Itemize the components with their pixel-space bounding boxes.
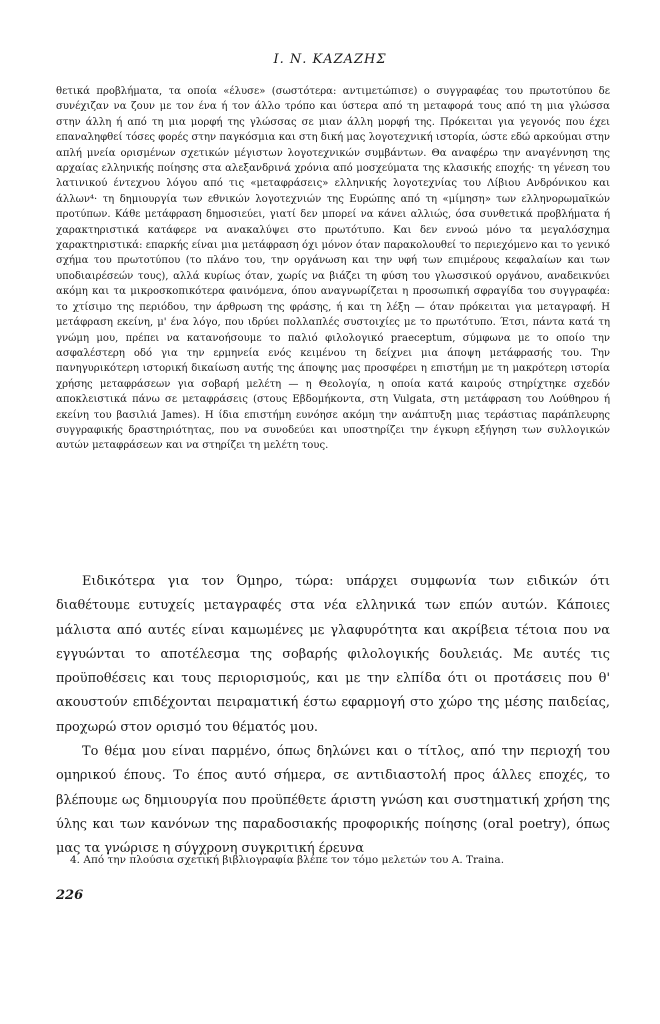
paragraph-2: Το θέμα μου είναι παρμένο, όπως δηλώνει και ο τίτλος, από την περιοχή του ομηρικού έπους. Το έπος αυτό σήμερα, σε αντιδιαστολή προς άλλες εποχές, το βλέπουμε ως δημιουργία που προϋπέθετε άριστη γνώση και συστηματική χρήση της ύλης και των κανόνων της παραδοσιακής προφορικής ποίησης (oral poetry), όπως μας τα γνώρισε η σύγχρονη συγκριτική έρευνα <box>56 744 610 857</box>
footnote: 4. Από την πλούσια σχετική βιβλιογραφία βλέπε τον τόμο μελετών του A. Traina. <box>70 854 505 866</box>
block-quote <box>56 84 610 454</box>
main-text <box>56 570 610 862</box>
block-quote-text: θετικά προβλήματα, τα οποία «έλυσε» (σωστότερα: αντιμετώπισε) ο συγγραφέας του πρωτοτύπου δε συνέχιζαν να ζουν με τον ένα ή τον άλλο τρόπο και ύστερα από τη μεταφορά τους από τη μια γλώσσα στην άλλη ή από τη μια μορφή της γλώσσας σε μιαν άλλη μορφή της. Πρόκειται για γεγονός που έχει επαναληφθεί τόσες φορές στην παγκόσμια και στη δική μας λογοτεχνική ιστορία, ώστε εδώ αρκούμαι στην απλή μνεία ορισμένων σχετικών μέγιστων λογοτεχνικών συμβάντων. Θα αναφέρω την αναγέννηση της αρχαίας ελληνικής ποίησης στα αλεξανδρινά χρόνια από μοσχεύματα της κλασικής εποχής· τη γένεση του λατινικού έντεχνου λόγου από τις «μεταφράσεις» ελληνικής λογοτεχνίας του Λίβιου Ανδρόνικου και άλλων⁴· τη δημιουργία των εθνικών λογοτεχνιών της Ευρώπης από τη «μίμηση» των ελληνορωμαϊκών προτύπων. Κάθε μετάφραση δημοσιεύει, γιατί δεν μπορεί να κάνει αλλιώς, όσα συνθετικά προβλήματα ή χαρακτηριστικά κατάφερε να ανακαλύψει στο πρωτότυπο. Και δεν εννοώ μόνο τα μεγαλόσχημα χαρακτηριστικά: επαρκής είναι μια μετάφραση όχι μόνον όταν παρακολουθεί το περιεχόμενο και το γενικό σχήμα του πρωτοτύπου (το πλάνο του, την οργάνωση και την υφή των επιμέρους κεφαλαίων και των υποδιαιρέσεών τους), αλλά κυρίως όταν, χωρίς να βιάζει τη φύση του γλωσσικού οργάνου, αναδεικνύει ακόμη και τα μικροσκοπικότερα φαινόμενα, όπου αναγνωρίζεται η προσωπική σφραγίδα του συγγραφέα: το χτίσιμο της περιόδου, την άρθρωση της φράσης, ή και τη λέξη — όταν πρόκειται για μεταγραφή. Η μετάφραση εκείνη, μ' ένα λόγο, που ιδρύει πολλαπλές συστοιχίες με το πρωτότυπο. Έτσι, πάντα κατά τη γνώμη μου, πρέπει να κατανοήσουμε το παλιό φιλολογικό praeceptum, σύμφωνα με το οποίο την ασφαλέστερη οδό για την ερμηνεία ενός κειμένου τη δείχνει μια άποψη μετάφρασής του. Την πανηγυρικότερη ιστορική δικαίωση αυτής της άποψης μας προσφέρει η επιστήμη με τη μακρότερη ιστορία χρήσης μεταφράσεων για σοβαρή μελέτη — η Θεολογία, η οποία κατά καιρούς στηρίχτηκε σχεδόν αποκλειστικά πάνω σε μεταφράσεις (στους Εβδομήκοντα, στη Vulgata, στη μετάφραση του Λούθηρου ή εκείνη του βασιλιά James). Η ίδια επιστήμη ευνόησε ακόμη την ανάπτυξη μιας τεράστιας παράπλευρης συγγραφικής δραστηριότητας, που να συνοδεύει και υποστηρίζει την έγκυρη εξήγηση των συλλογικών αυτών μεταφράσεων και να στηρίζει τη μελέτη τους. <box>56 86 610 452</box>
page-number: 226 <box>56 888 84 903</box>
paragraph-1: Ειδικότερα για τον Όμηρο, τώρα: υπάρχει συμφωνία των ειδικών ότι διαθέτουμε ευτυχείς μεταγραφές στα νέα ελληνικά των επών αυτών. Κάποιες μάλιστα από αυτές είναι καμωμένες με γλαφυρότητα και ακρίβεια τέτοια που να εγγυώνται το αποτέλεσμα της σοβαρής φιλολογικής δουλειάς. Με αυτές τις προϋποθέσεις και τους περιορισμούς, και με την ελπίδα ότι οι προτάσεις που θ' ακουστούν επιδέχονται πειραματική έστω εφαρμογή στο χώρο της μέσης παιδείας, προχωρώ στον ορισμό του θέματός μου. <box>56 574 610 735</box>
running-head: Ι. Ν. ΚΑΖΑΖΗΣ <box>273 52 387 67</box>
